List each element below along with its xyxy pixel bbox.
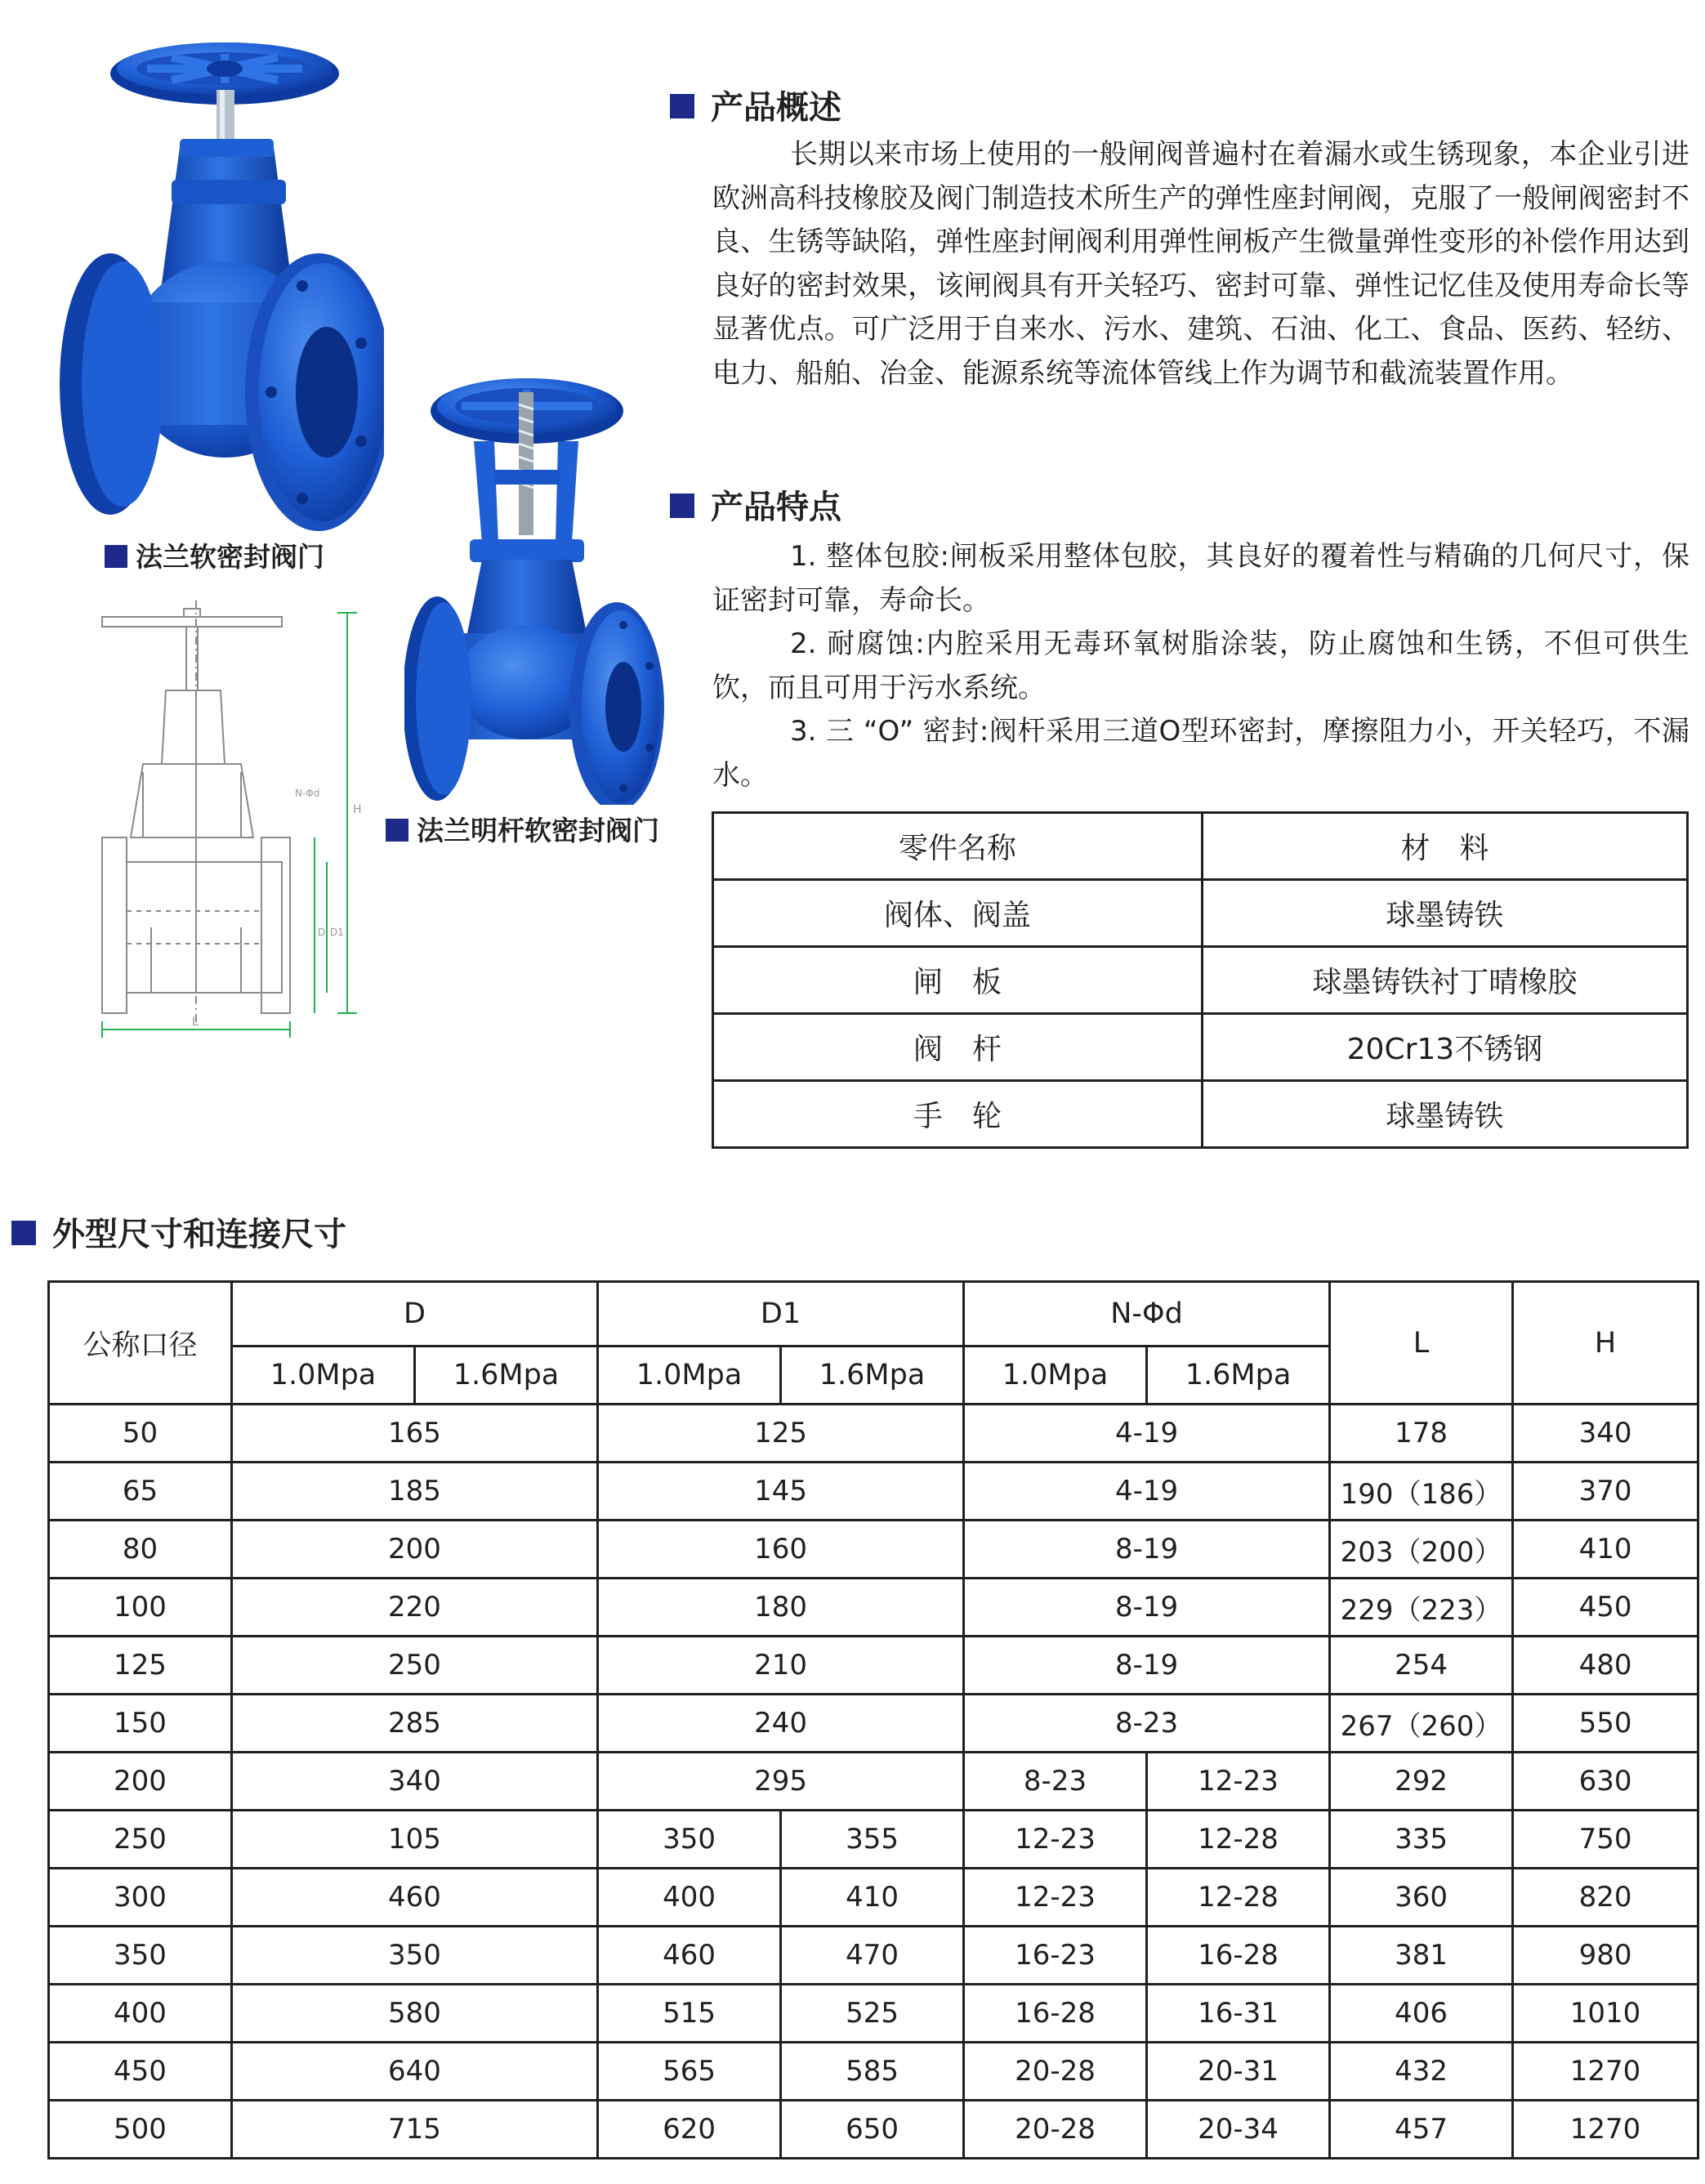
table-cell: 360 — [1330, 1869, 1513, 1927]
drawing-label-D: D — [318, 927, 326, 938]
table-cell: 254 — [1330, 1637, 1513, 1695]
table-cell: 200 — [232, 1521, 598, 1579]
table-cell: 335 — [1330, 1811, 1513, 1869]
table-cell: 640 — [232, 2043, 598, 2101]
table-cell: 370 — [1513, 1463, 1698, 1521]
table-row — [49, 1927, 1698, 1985]
heading-square-icon — [11, 1221, 36, 1245]
table-cell: 65 — [49, 1463, 232, 1521]
table-cell: 50 — [49, 1405, 232, 1463]
table-cell: 12-28 — [1147, 1811, 1330, 1869]
header-D1: D1 — [598, 1282, 964, 1347]
table-row — [713, 880, 1688, 947]
table-cell: 750 — [1513, 1811, 1698, 1869]
table-cell: 20-28 — [964, 2101, 1147, 2159]
table-cell: 550 — [1513, 1695, 1698, 1753]
table-row — [49, 2043, 1698, 2101]
table-row — [713, 1014, 1688, 1081]
overview-heading: 产品概述 — [670, 88, 841, 127]
table-cell: 16-28 — [1147, 1927, 1330, 1985]
material-cell: 球墨铸铁衬丁晴橡胶 — [1202, 947, 1687, 1014]
table-cell: 525 — [781, 1985, 964, 2043]
header-N: N-Φd — [964, 1282, 1330, 1347]
table-cell: 16-23 — [964, 1927, 1147, 1985]
table-row — [49, 1463, 1698, 1521]
rising-stem-valve-photo — [404, 372, 666, 805]
table-row — [713, 947, 1688, 1014]
table-row — [49, 1811, 1698, 1869]
table-cell: 1270 — [1513, 2101, 1698, 2159]
header-D: D — [232, 1282, 598, 1347]
drawing-label-N: N-Φd — [295, 788, 320, 799]
table-cell: 650 — [781, 2101, 964, 2159]
table-row — [49, 1985, 1698, 2043]
table-cell: 8-23 — [964, 1753, 1147, 1811]
table-cell: 715 — [232, 2101, 598, 2159]
table-cell: 20-34 — [1147, 2101, 1330, 2159]
table-cell: 350 — [49, 1927, 232, 1985]
drawing-label-H: H — [353, 803, 362, 816]
table-cell: 432 — [1330, 2043, 1513, 2101]
pressure-cell: 1.6Mpa — [1147, 1347, 1330, 1405]
table-cell: 585 — [781, 2043, 964, 2101]
table-cell: 180 — [598, 1579, 964, 1637]
pressure-cell: 1.0Mpa — [232, 1347, 415, 1405]
table-cell: 16-31 — [1147, 1985, 1330, 2043]
table-cell: 190（186） — [1330, 1463, 1513, 1521]
table-cell: 381 — [1330, 1927, 1513, 1985]
table-row — [49, 1405, 1698, 1463]
part-cell: 阀体、阀盖 — [713, 880, 1203, 947]
header-nominal: 公称口径 — [49, 1282, 232, 1405]
table-cell: 406 — [1330, 1985, 1513, 2043]
table-cell: 8-19 — [964, 1637, 1330, 1695]
features-list — [712, 535, 1689, 797]
table-cell: 1010 — [1513, 1985, 1698, 2043]
table-cell: 210 — [598, 1637, 964, 1695]
table-row — [49, 2101, 1698, 2159]
table-cell: 203（200） — [1330, 1521, 1513, 1579]
table-cell: 8-23 — [964, 1695, 1330, 1753]
table-cell: 8-19 — [964, 1521, 1330, 1579]
table-cell: 300 — [49, 1869, 232, 1927]
table-cell: 565 — [598, 2043, 781, 2101]
table-cell: 355 — [781, 1811, 964, 1869]
table-cell: 1270 — [1513, 2043, 1698, 2101]
overview-paragraph: 长期以来市场上使用的一般闸阀普遍村在着漏水或生锈现象，本企业引进欧洲高科技橡胶及阀门制造技术所生产的弹性座封闸阀，克服了一般闸阀密封不良、生锈等缺陷，弹性座封闸阀利用弹性闸板产生微量弹性变形的补偿作用达到良好的密封效果，该闸阀具有开关轻巧、密封可靠、弹性记忆佳及使用寿命长等显著优点。可广泛用于自来水、污水、建筑、石油、化工、食品、医药、轻纺、电力、船舶、冶金、能源系统等流体管线上作为调节和截流装置作用。 — [712, 138, 1689, 390]
table-cell: 620 — [598, 2101, 781, 2159]
heading-square-icon — [670, 94, 694, 118]
table-cell: 240 — [598, 1695, 964, 1753]
table-cell: 285 — [232, 1695, 598, 1753]
table-cell: 457 — [1330, 2101, 1513, 2159]
table-cell: 20-31 — [1147, 2043, 1330, 2101]
valve-caption-2: 法兰明杆软密封阀门 — [386, 815, 659, 847]
pressure-cell: 1.0Mpa — [598, 1347, 781, 1405]
pressure-cell: 1.0Mpa — [964, 1347, 1147, 1405]
table-cell: 178 — [1330, 1405, 1513, 1463]
header-L: L — [1330, 1282, 1513, 1405]
header-cell: 材 料 — [1202, 813, 1687, 880]
table-cell: 460 — [232, 1869, 598, 1927]
features-heading: 产品特点 — [670, 488, 841, 527]
dimensions-heading: 外型尺寸和连接尺寸 — [11, 1215, 346, 1254]
table-cell: 145 — [598, 1463, 964, 1521]
drawing-label-D1: D1 — [330, 927, 344, 938]
table-cell: 125 — [49, 1637, 232, 1695]
table-row — [49, 1637, 1698, 1695]
table-cell: 400 — [598, 1869, 781, 1927]
dimensions-table — [47, 1280, 1699, 2159]
table-cell: 185 — [232, 1463, 598, 1521]
table-cell: 4-19 — [964, 1405, 1330, 1463]
material-cell: 球墨铸铁 — [1202, 880, 1687, 947]
table-cell: 100 — [49, 1579, 232, 1637]
table-cell: 229（223） — [1330, 1579, 1513, 1637]
feature-item: 2. 耐腐蚀:内腔采用无毒环氧树脂涂装，防止腐蚀和生锈，不但可供生饮，而且可用于污水系统。 — [712, 628, 1689, 704]
table-cell: 16-28 — [964, 1985, 1147, 2043]
table-cell: 165 — [232, 1405, 598, 1463]
table-cell: 12-23 — [964, 1869, 1147, 1927]
table-cell: 292 — [1330, 1753, 1513, 1811]
table-cell: 820 — [1513, 1869, 1698, 1927]
pressure-cell: 1.6Mpa — [781, 1347, 964, 1405]
caption-square-icon — [386, 819, 408, 842]
table-cell: 4-19 — [964, 1463, 1330, 1521]
table-cell: 340 — [232, 1753, 598, 1811]
table-cell: 200 — [49, 1753, 232, 1811]
table-cell: 400 — [49, 1985, 232, 2043]
table-cell: 12-23 — [1147, 1753, 1330, 1811]
table-cell: 12-28 — [1147, 1869, 1330, 1927]
feature-item: 1. 整体包胶:闸板采用整体包胶，其良好的覆着性与精确的几何尺寸，保证密封可靠，寿命长。 — [712, 540, 1689, 617]
table-cell: 500 — [49, 2101, 232, 2159]
table-cell: 267（260） — [1330, 1695, 1513, 1753]
table-cell: 470 — [781, 1927, 964, 1985]
table-cell: 410 — [1513, 1521, 1698, 1579]
table-header-row — [49, 1282, 1698, 1347]
table-cell: 12-23 — [964, 1811, 1147, 1869]
material-cell: 20Cr13不锈钢 — [1202, 1014, 1687, 1081]
table-cell: 340 — [1513, 1405, 1698, 1463]
part-cell: 手 轮 — [713, 1081, 1203, 1148]
header-cell: 零件名称 — [713, 813, 1203, 880]
table-cell: 980 — [1513, 1927, 1698, 1985]
table-cell: 150 — [49, 1695, 232, 1753]
table-cell: 250 — [232, 1637, 598, 1695]
gate-valve-photo — [57, 33, 384, 531]
table-cell: 80 — [49, 1521, 232, 1579]
table-cell: 460 — [598, 1927, 781, 1985]
table-cell: 350 — [232, 1927, 598, 1985]
table-cell: 8-19 — [964, 1579, 1330, 1637]
table-cell: 105 — [232, 1811, 598, 1869]
valve-dimension-drawing — [78, 601, 372, 1042]
caption-square-icon — [105, 545, 127, 568]
table-row — [49, 1579, 1698, 1637]
table-cell: 515 — [598, 1985, 781, 2043]
table-row — [49, 1869, 1698, 1927]
table-cell: 350 — [598, 1811, 781, 1869]
table-cell: 630 — [1513, 1753, 1698, 1811]
table-cell: 410 — [781, 1869, 964, 1927]
table-cell: 450 — [1513, 1579, 1698, 1637]
heading-square-icon — [670, 494, 694, 518]
part-cell: 闸 板 — [713, 947, 1203, 1014]
table-row — [713, 1081, 1688, 1148]
valve-caption-1: 法兰软密封阀门 — [105, 541, 324, 574]
table-cell: 220 — [232, 1579, 598, 1637]
material-cell: 球墨铸铁 — [1202, 1081, 1687, 1148]
header-H: H — [1513, 1282, 1698, 1405]
table-row — [49, 1695, 1698, 1753]
table-cell: 295 — [598, 1753, 964, 1811]
feature-item: 3. 三 “O” 密封:阀杆采用三道O型环密封，摩擦阻力小，开关轻巧，不漏水。 — [712, 715, 1689, 792]
table-cell: 250 — [49, 1811, 232, 1869]
table-row — [49, 1521, 1698, 1579]
table-cell: 160 — [598, 1521, 964, 1579]
table-header-row — [713, 813, 1688, 880]
table-cell: 580 — [232, 1985, 598, 2043]
drawing-label-L: L — [192, 1016, 199, 1029]
table-cell: 450 — [49, 2043, 232, 2101]
part-cell: 阀 杆 — [713, 1014, 1203, 1081]
materials-table — [712, 811, 1689, 1149]
table-row — [49, 1753, 1698, 1811]
table-cell: 480 — [1513, 1637, 1698, 1695]
table-cell: 20-28 — [964, 2043, 1147, 2101]
table-cell: 125 — [598, 1405, 964, 1463]
pressure-cell: 1.6Mpa — [415, 1347, 598, 1405]
